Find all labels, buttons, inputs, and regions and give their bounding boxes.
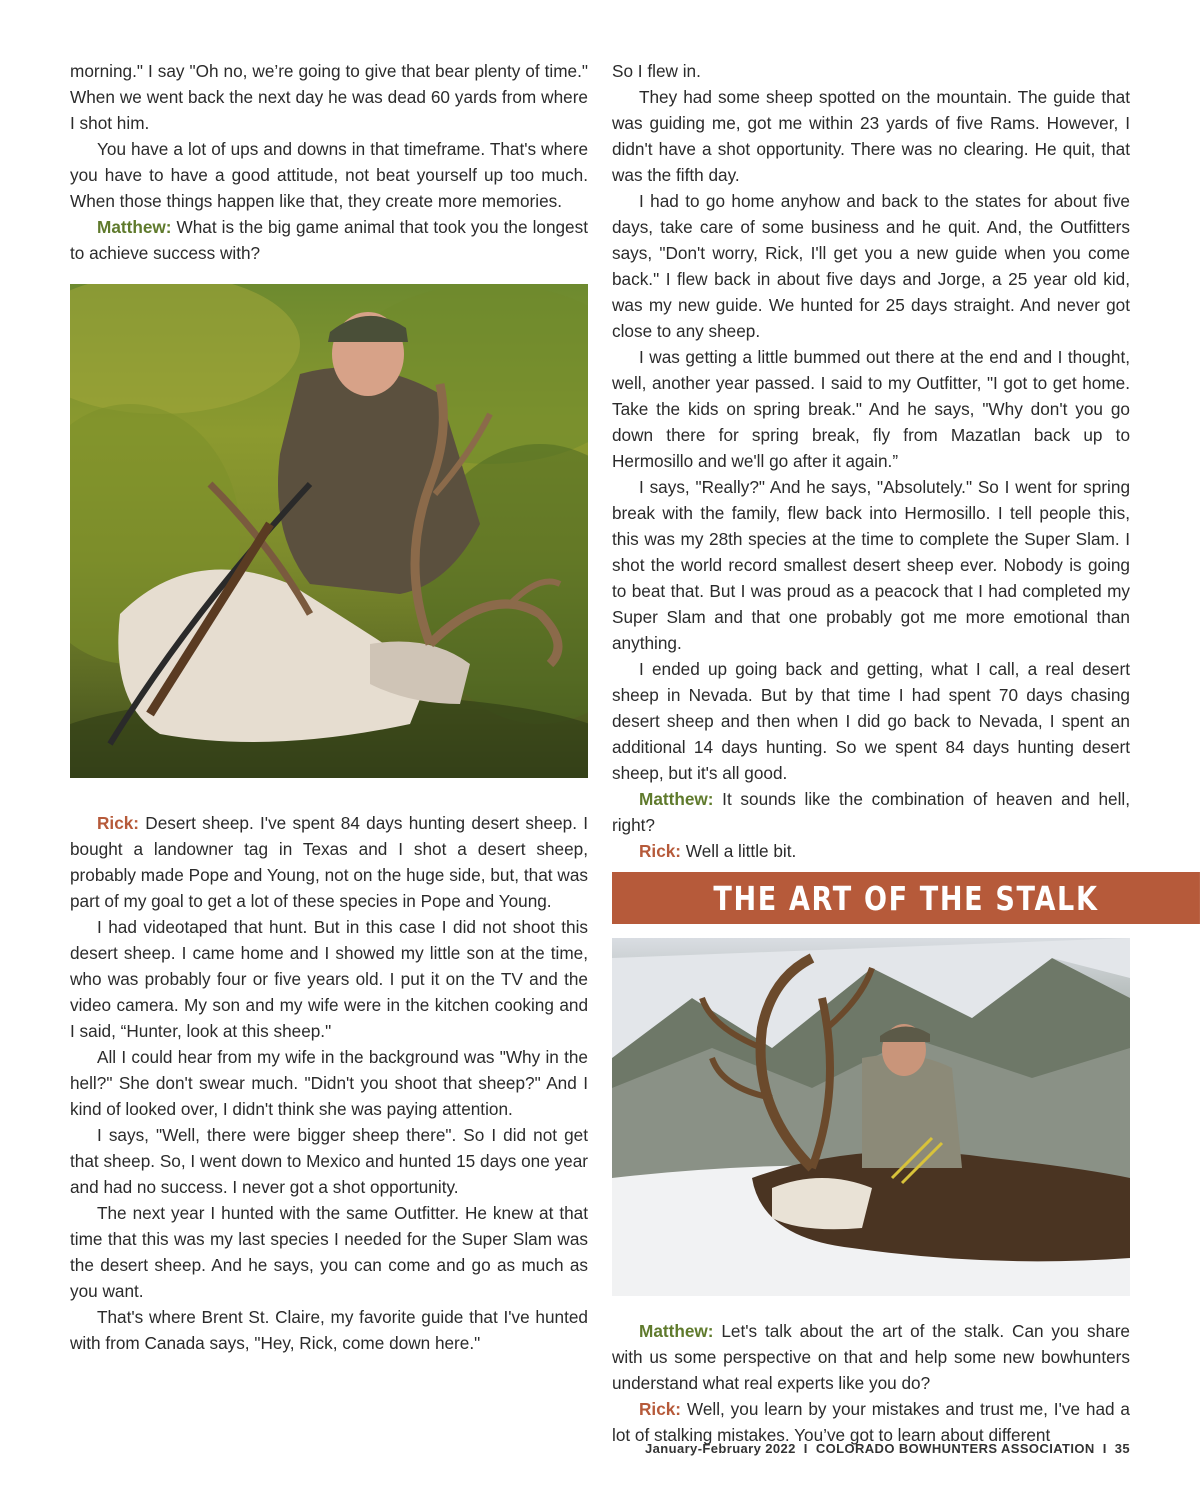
paragraph: That's where Brent St. Claire, my favorite guide that I've hunted with from Canada says, "Hey, Rick, come down here." xyxy=(70,1307,588,1353)
speaker-rick: Rick: xyxy=(639,1399,682,1419)
interview-question xyxy=(70,214,588,266)
paragraph: The next year I hunted with the same Outfitter. He knew at that time that this was my last species I needed for the Super Slam was the desert sheep. And he says, you can come and go as much as you want. xyxy=(70,1203,588,1301)
speaker-matthew: Matthew: xyxy=(639,789,714,809)
speaker-rick: Rick: xyxy=(639,841,682,861)
publication-name: COLORADO BOWHUNTERS ASSOCIATION xyxy=(815,1441,1095,1456)
interview-question xyxy=(612,786,1130,838)
hunter-with-caribou-photo xyxy=(70,284,588,778)
paragraph: All I could hear from my wife in the background was "Why in the hell?" She don't swear much. "Didn't you shoot that sheep?" And I kind of looked over, I didn't think she was paying attention. xyxy=(70,1047,588,1119)
answer-text: Well, you learn by your mistakes and trust me, I've had a lot of stalking mistakes. You’ve got to learn about different xyxy=(612,1399,1130,1445)
interview-answer xyxy=(70,810,588,914)
hunter-with-caribou-snow-photo xyxy=(612,938,1130,1296)
speaker-matthew: Matthew: xyxy=(639,1321,714,1341)
paragraph: I had to go home anyhow and back to the states for about five days, take care of some business and he quit. And, the Outfitters says, "Don't worry, Rick, I'll get you a new guide when you come back." I flew back in about five days and Jorge, a 25 year old kid, was my new guide. We hunted for 25 days straight. And never got close to any sheep. xyxy=(612,191,1130,341)
issue-date: January-February 2022 xyxy=(645,1441,796,1456)
footer-separator: I xyxy=(803,1441,808,1456)
question-text: What is the big game animal that took you the longest to achieve success with? xyxy=(70,217,588,263)
paragraph: I says, "Really?" And he says, "Absolutely." So I went for spring break with the family, flew back into Hermosillo. I tell people this, this was my 28th species at the time to complete the Super Slam. I shot the world record smallest desert sheep ever. Nobody is going to beat that. But I was proud as a peacock that I had completed my Super Slam and that one probably got me more emotional than anything. xyxy=(612,477,1130,653)
section-banner: THE ART OF THE STALK xyxy=(612,872,1200,924)
answer-text: Well a little bit. xyxy=(681,841,797,861)
paragraph: I says, "Well, there were bigger sheep there". So I did not get that sheep. So, I went down to Mexico and hunted 15 days one year and had no success. I never got a shot opportunity. xyxy=(70,1125,588,1197)
paragraph: I ended up going back and getting, what I call, a real desert sheep in Nevada. But by that time I had spent 70 days chasing desert sheep and then when I did go back to Nevada, I spent an additional 14 days hunting. So we spent 84 days hunting desert sheep, but it's all good. xyxy=(612,659,1130,783)
paragraph: They had some sheep spotted on the mountain. The guide that was guiding me, got me within 23 yards of five Rams. However, I didn't have a shot opportunity. There was no clearing. He quit, that was the fifth day. xyxy=(612,87,1130,185)
page-number: 35 xyxy=(1114,1441,1130,1456)
question-text: Let's talk about the art of the stalk. Can you share with us some perspective on that and help some new bowhunters understand what real experts like you do? xyxy=(612,1321,1130,1393)
speaker-matthew: Matthew: xyxy=(97,217,172,237)
speaker-rick: Rick: xyxy=(97,813,140,833)
paragraph: I was getting a little bummed out there at the end and I thought, well, another year passed. I said to my Outfitter, "I got to get home. Take the kids on spring break." And he says, "Why don't you go down there for spring break, fly from Mazatlan back up to Hermosillo and we'll go after it again.” xyxy=(612,347,1130,471)
paragraph: I had videotaped that hunt. But in this case I did not shoot this desert sheep. I came home and I showed my little son at the time, who was probably four or five years old. I put it on the TV and the video camera. My son and my wife were in the kitchen cooking and I said, “Hunter, look at this sheep." xyxy=(70,917,588,1041)
left-column xyxy=(70,58,588,1356)
right-column xyxy=(612,58,1130,1448)
paragraph: You have a lot of ups and downs in that timeframe. That's where you have to have a good attitude, not beat yourself up too much. When those things happen like that, they create more memories. xyxy=(70,139,588,211)
footer-separator: I xyxy=(1102,1441,1107,1456)
page-footer xyxy=(645,1441,1130,1456)
interview-question xyxy=(612,1318,1130,1396)
interview-answer xyxy=(612,838,1130,864)
answer-text: Desert sheep. I've spent 84 days hunting desert sheep. I bought a landowner tag in Texas and I shot a desert sheep, probably made Pope and Young, not on the huge side, but, that was part of my goal to get a lot of these species in Pope and Young. xyxy=(70,813,588,911)
question-text: It sounds like the combination of heaven and hell, right? xyxy=(612,789,1130,835)
paragraph: morning." I say "Oh no, we’re going to give that bear plenty of time." When we went back the next day he was dead 60 yards from where I shot him. xyxy=(70,61,588,133)
paragraph: So I flew in. xyxy=(612,61,701,81)
